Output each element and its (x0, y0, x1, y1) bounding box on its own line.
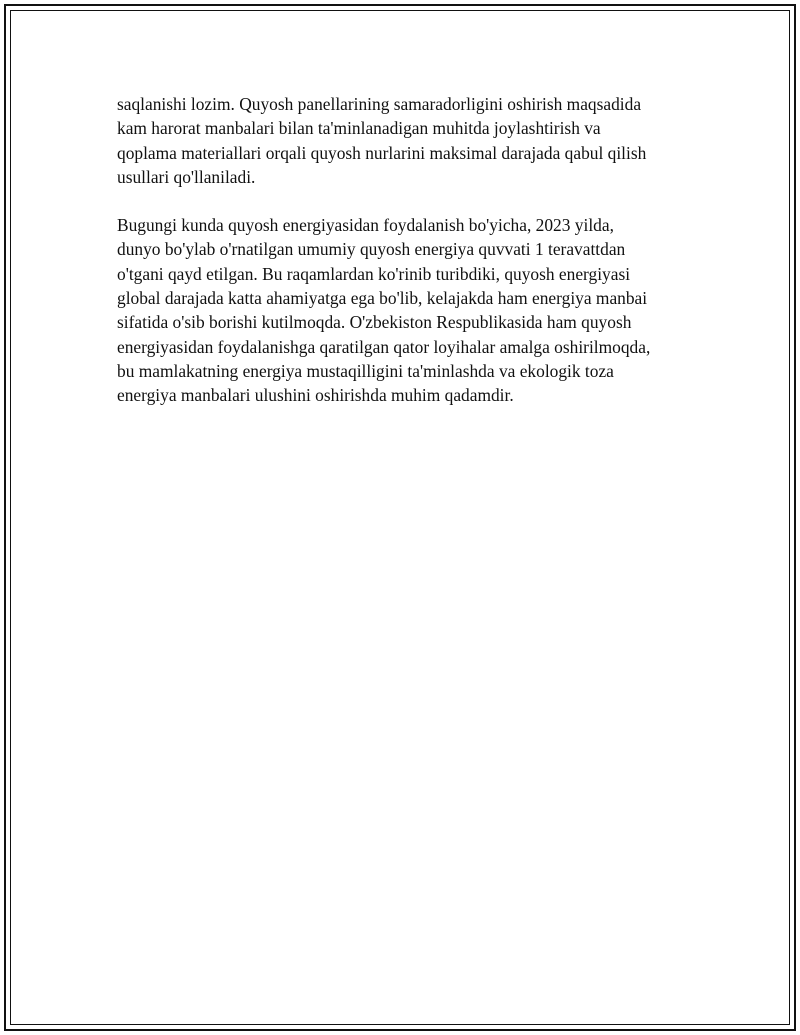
text-line: sifatida o'sib borishi kutilmoqda. O'zbekiston Respublikasida ham quyosh (117, 312, 632, 333)
paragraph-2 (117, 213, 697, 407)
text-line: usullari qo'llaniladi. (117, 166, 256, 187)
text-line: saqlanishi lozim. Quyosh panellarining samaradorligini oshirish maqsadida (117, 94, 642, 114)
paragraph-1 (117, 92, 697, 189)
text-line: Bugungi kunda quyosh energiyasidan foydalanish bo'yicha, 2023 yilda, (117, 215, 614, 236)
text-line: qoplama materiallari orqali quyosh nurlarini maksimal darajada qabul qilish (117, 142, 647, 163)
paragraph-spacer (117, 189, 697, 213)
document-body (117, 92, 697, 408)
text-line: energiya manbalari ulushini oshirishda muhim qadamdir. (117, 385, 514, 406)
text-line: bu mamlakatning energiya mustaqilligini ta'minlashda va ekologik toza (117, 360, 614, 381)
text-line: o'tgani qayd etilgan. Bu raqamlardan ko'rinib turibdiki, quyosh energiyasi (117, 263, 631, 284)
text-line: global darajada katta ahamiyatga ega bo'lib, kelajakda ham energiya manbai (117, 288, 648, 309)
text-line: energiyasidan foydalanishga qaratilgan qator loyihalar amalga oshirilmoqda, (117, 336, 651, 357)
text-line: kam harorat manbalari bilan ta'minlanadigan muhitda joylashtirish va (117, 118, 601, 139)
text-line: dunyo bo'ylab o'rnatilgan umumiy quyosh energiya quvvati 1 teravattdan (117, 239, 626, 260)
